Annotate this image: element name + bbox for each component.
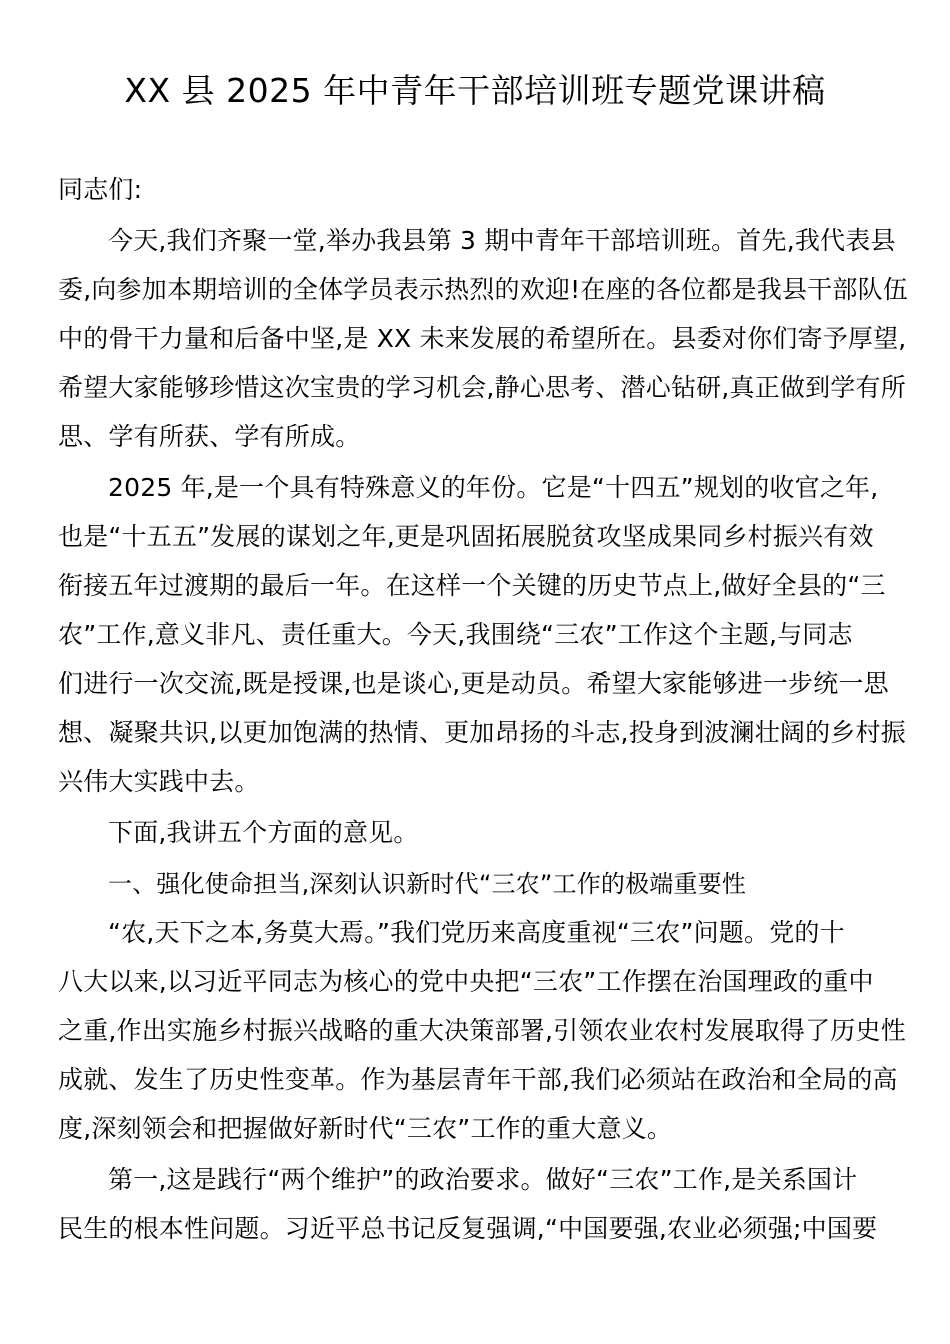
- body-line: 之重,作出实施乡村振兴战略的重大决策部署,引领农业农村发展取得了历史性: [58, 1016, 906, 1045]
- body-line: 今天,我们齐聚一堂,举办我县第 3 期中青年干部培训班。首先,我代表县: [108, 226, 896, 255]
- body-line: 第一,这是践行“两个维护”的政治要求。做好“三农”工作,是关系国计: [108, 1165, 858, 1194]
- body-line: 思、学有所获、学有所成。: [58, 422, 361, 451]
- section-heading: 一、强化使命担当,深刻认识新时代“三农”工作的极端重要性: [108, 870, 747, 898]
- body-line: 农”工作,意义非凡、责任重大。今天,我围绕“三农”工作这个主题,与同志: [58, 620, 853, 649]
- salutation-line: 同志们:: [58, 175, 143, 204]
- body-line: 们进行一次交流,既是授课,也是谈心,更是动员。希望大家能够进一步统一思: [58, 669, 889, 698]
- body-line: 民生的根本性问题。习近平总书记反复强调,“中国要强,农业必须强;中国要: [58, 1214, 878, 1243]
- body-line: 下面,我讲五个方面的意见。: [108, 818, 419, 847]
- body-line: 中的骨干力量和后备中坚,是 XX 未来发展的希望所在。县委对你们寄予厚望,: [58, 324, 907, 353]
- body-line: 兴伟大实践中去。: [58, 767, 260, 796]
- document-title: XX 县 2025 年中青年干部培训班专题党课讲稿: [124, 71, 826, 110]
- body-line: 八大以来,以习近平同志为核心的党中央把“三农”工作摆在治国理政的重中: [58, 967, 874, 996]
- body-line: 也是“十五五”发展的谋划之年,更是巩固拓展脱贫攻坚成果同乡村振兴有效: [58, 522, 874, 551]
- body-line: 想、凝聚共识,以更加饱满的热情、更加昂扬的斗志,投身到波澜壮阔的乡村振: [58, 718, 906, 747]
- body-line: 度,深刻领会和把握做好新时代“三农”工作的重大意义。: [58, 1114, 673, 1143]
- body-line: 成就、发生了历史性变革。作为基层青年干部,我们必须站在政治和全局的高: [58, 1065, 898, 1094]
- body-line: 2025 年,是一个具有特殊意义的年份。它是“十四五”规划的收官之年,: [108, 473, 879, 502]
- body-line: “农,天下之本,务莫大焉。”我们党历来高度重视“三农”问题。党的十: [108, 918, 845, 947]
- body-line: 希望大家能够珍惜这次宝贵的学习机会,静心思考、潜心钻研,真正做到学有所: [58, 373, 906, 402]
- body-line: 衔接五年过渡期的最后一年。在这样一个关键的历史节点上,做好全县的“三: [58, 571, 886, 600]
- body-line: 委,向参加本期培训的全体学员表示热烈的欢迎!在座的各位都是我县干部队伍: [58, 275, 908, 304]
